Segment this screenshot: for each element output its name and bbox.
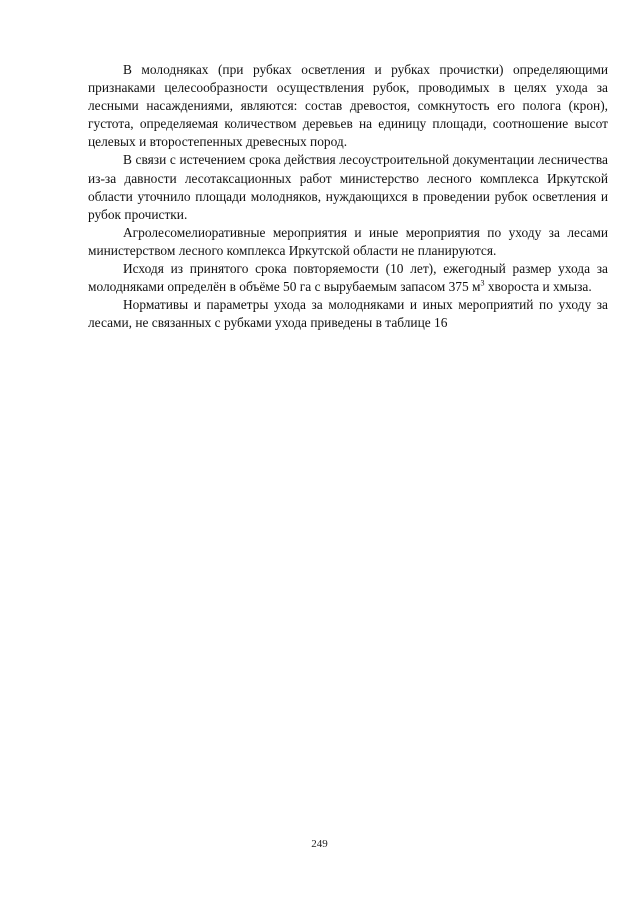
body-text [88,61,608,332]
superscript-3: 3 [480,278,485,288]
paragraph-4 [88,260,608,296]
page-number: 249 [311,838,328,850]
paragraph-4-text: Исходя из принятого срока повторяемости (10 лет), ежегодный размер ухода за молодняками определён в объёме 50 га с вырубаемым запасом 375 м [88,261,608,295]
paragraph-1: В молодняках (при рубках осветления и рубках прочистки) определяющими признаками целесообразности осуществления рубок, проводимых в целях ухода за лесными насаждениями, являются: состав древостоя, сомкнутость его полога (крон), густота, определяемая количеством деревьев на единицу площади, соотношение высот целевых и второстепенных древесных пород. [88,62,608,150]
paragraph-5: Нормативы и параметры ухода за молодняками и иных мероприятий по уходу за лесами, не связанных с рубками ухода приведены в таблице 16 [88,297,608,331]
paragraph-4-end: хвороста и хмыза. [484,279,592,295]
paragraph-3: Агролесомелиоративные мероприятия и иные мероприятия по уходу за лесами министерством лесного комплекса Иркутской области не планируются. [88,224,608,258]
paragraph-2: В связи с истечением срока действия лесоустроительной документации лесничества из-за давности лесотаксационных работ министерство лесного комплекса Иркутской области уточнило площади молодняков, нуждающихся в проведении рубок осветления и рубок прочистки. [88,152,608,222]
